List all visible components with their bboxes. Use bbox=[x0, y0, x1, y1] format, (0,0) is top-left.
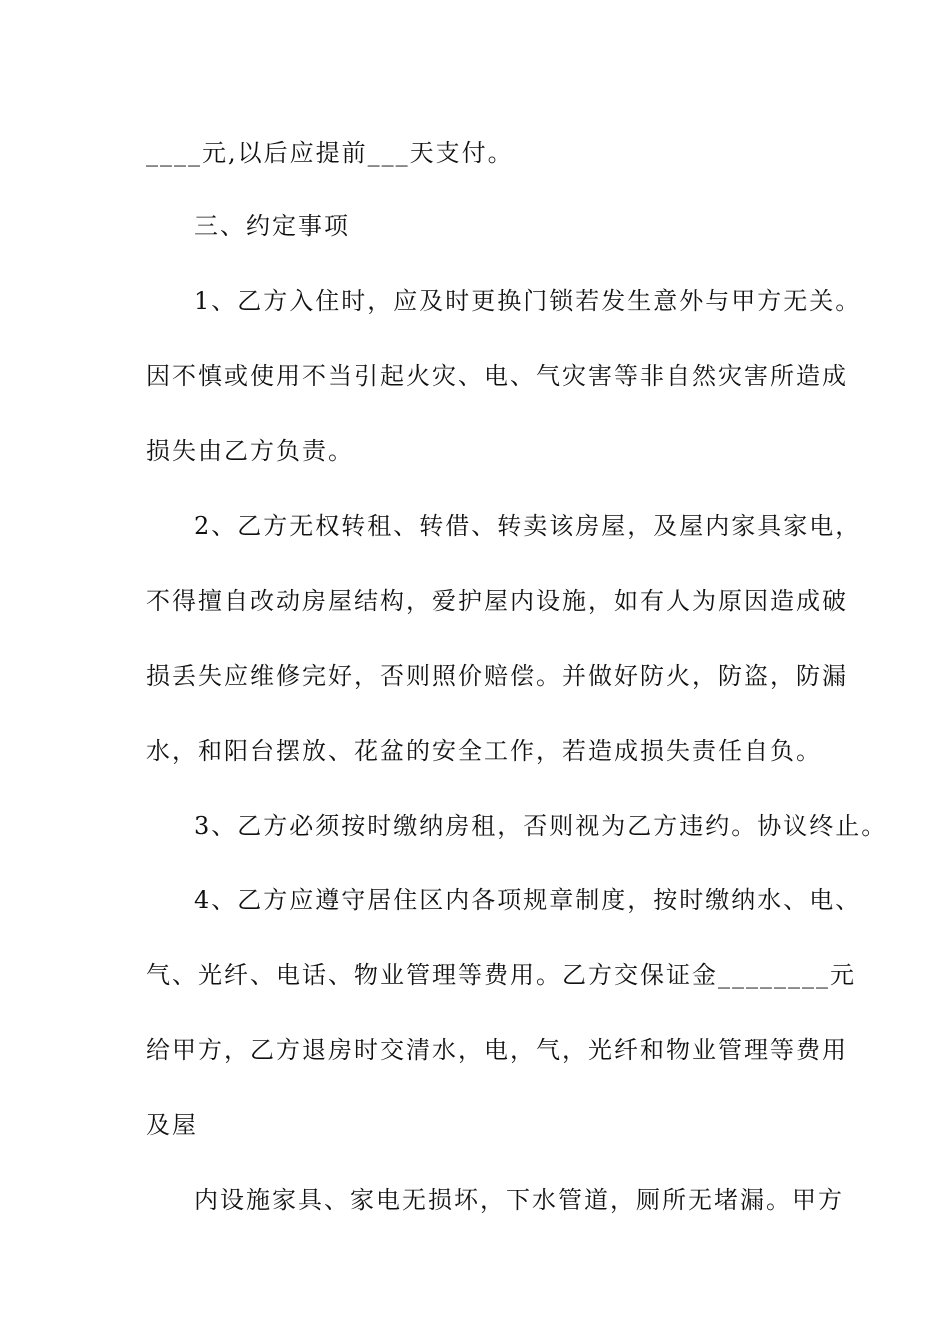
text-line-5: 损失由乙方负责。 bbox=[146, 437, 354, 465]
text-line-8: 损丢失应维修完好，否则照价赔偿。并做好防火，防盗，防漏 bbox=[146, 662, 848, 690]
section-heading: 三、约定事项 bbox=[194, 212, 350, 240]
text-line-1: ____元,以后应提前___天支付。 bbox=[146, 139, 514, 167]
text-line-15: 内设施家具、家电无损坏，下水管道，厕所无堵漏。甲方 bbox=[194, 1186, 844, 1214]
text-line-14: 及屋 bbox=[146, 1111, 198, 1139]
text-line-11: 4、乙方应遵守居住区内各项规章制度，按时缴纳水、电、 bbox=[194, 886, 862, 914]
text-line-10: 3、乙方必须按时缴纳房租，否则视为乙方违约。协议终止。 bbox=[194, 812, 888, 840]
text-line-12: 气、光纤、电话、物业管理等费用。乙方交保证金________元 bbox=[146, 961, 856, 989]
text-line-6: 2、乙方无权转租、转借、转卖该房屋，及屋内家具家电， bbox=[194, 512, 862, 540]
text-line-13: 给甲方，乙方退房时交清水，电，气，光纤和物业管理等费用 bbox=[146, 1036, 848, 1064]
text-line-7: 不得擅自改动房屋结构，爱护屋内设施，如有人为原因造成破 bbox=[146, 587, 848, 615]
text-line-9: 水，和阳台摆放、花盆的安全工作，若造成损失责任自负。 bbox=[146, 737, 822, 765]
text-line-4: 因不慎或使用不当引起火灾、电、气灾害等非自然灾害所造成 bbox=[146, 362, 848, 390]
text-line-3: 1、乙方入住时，应及时更换门锁若发生意外与甲方无关。 bbox=[194, 287, 862, 315]
